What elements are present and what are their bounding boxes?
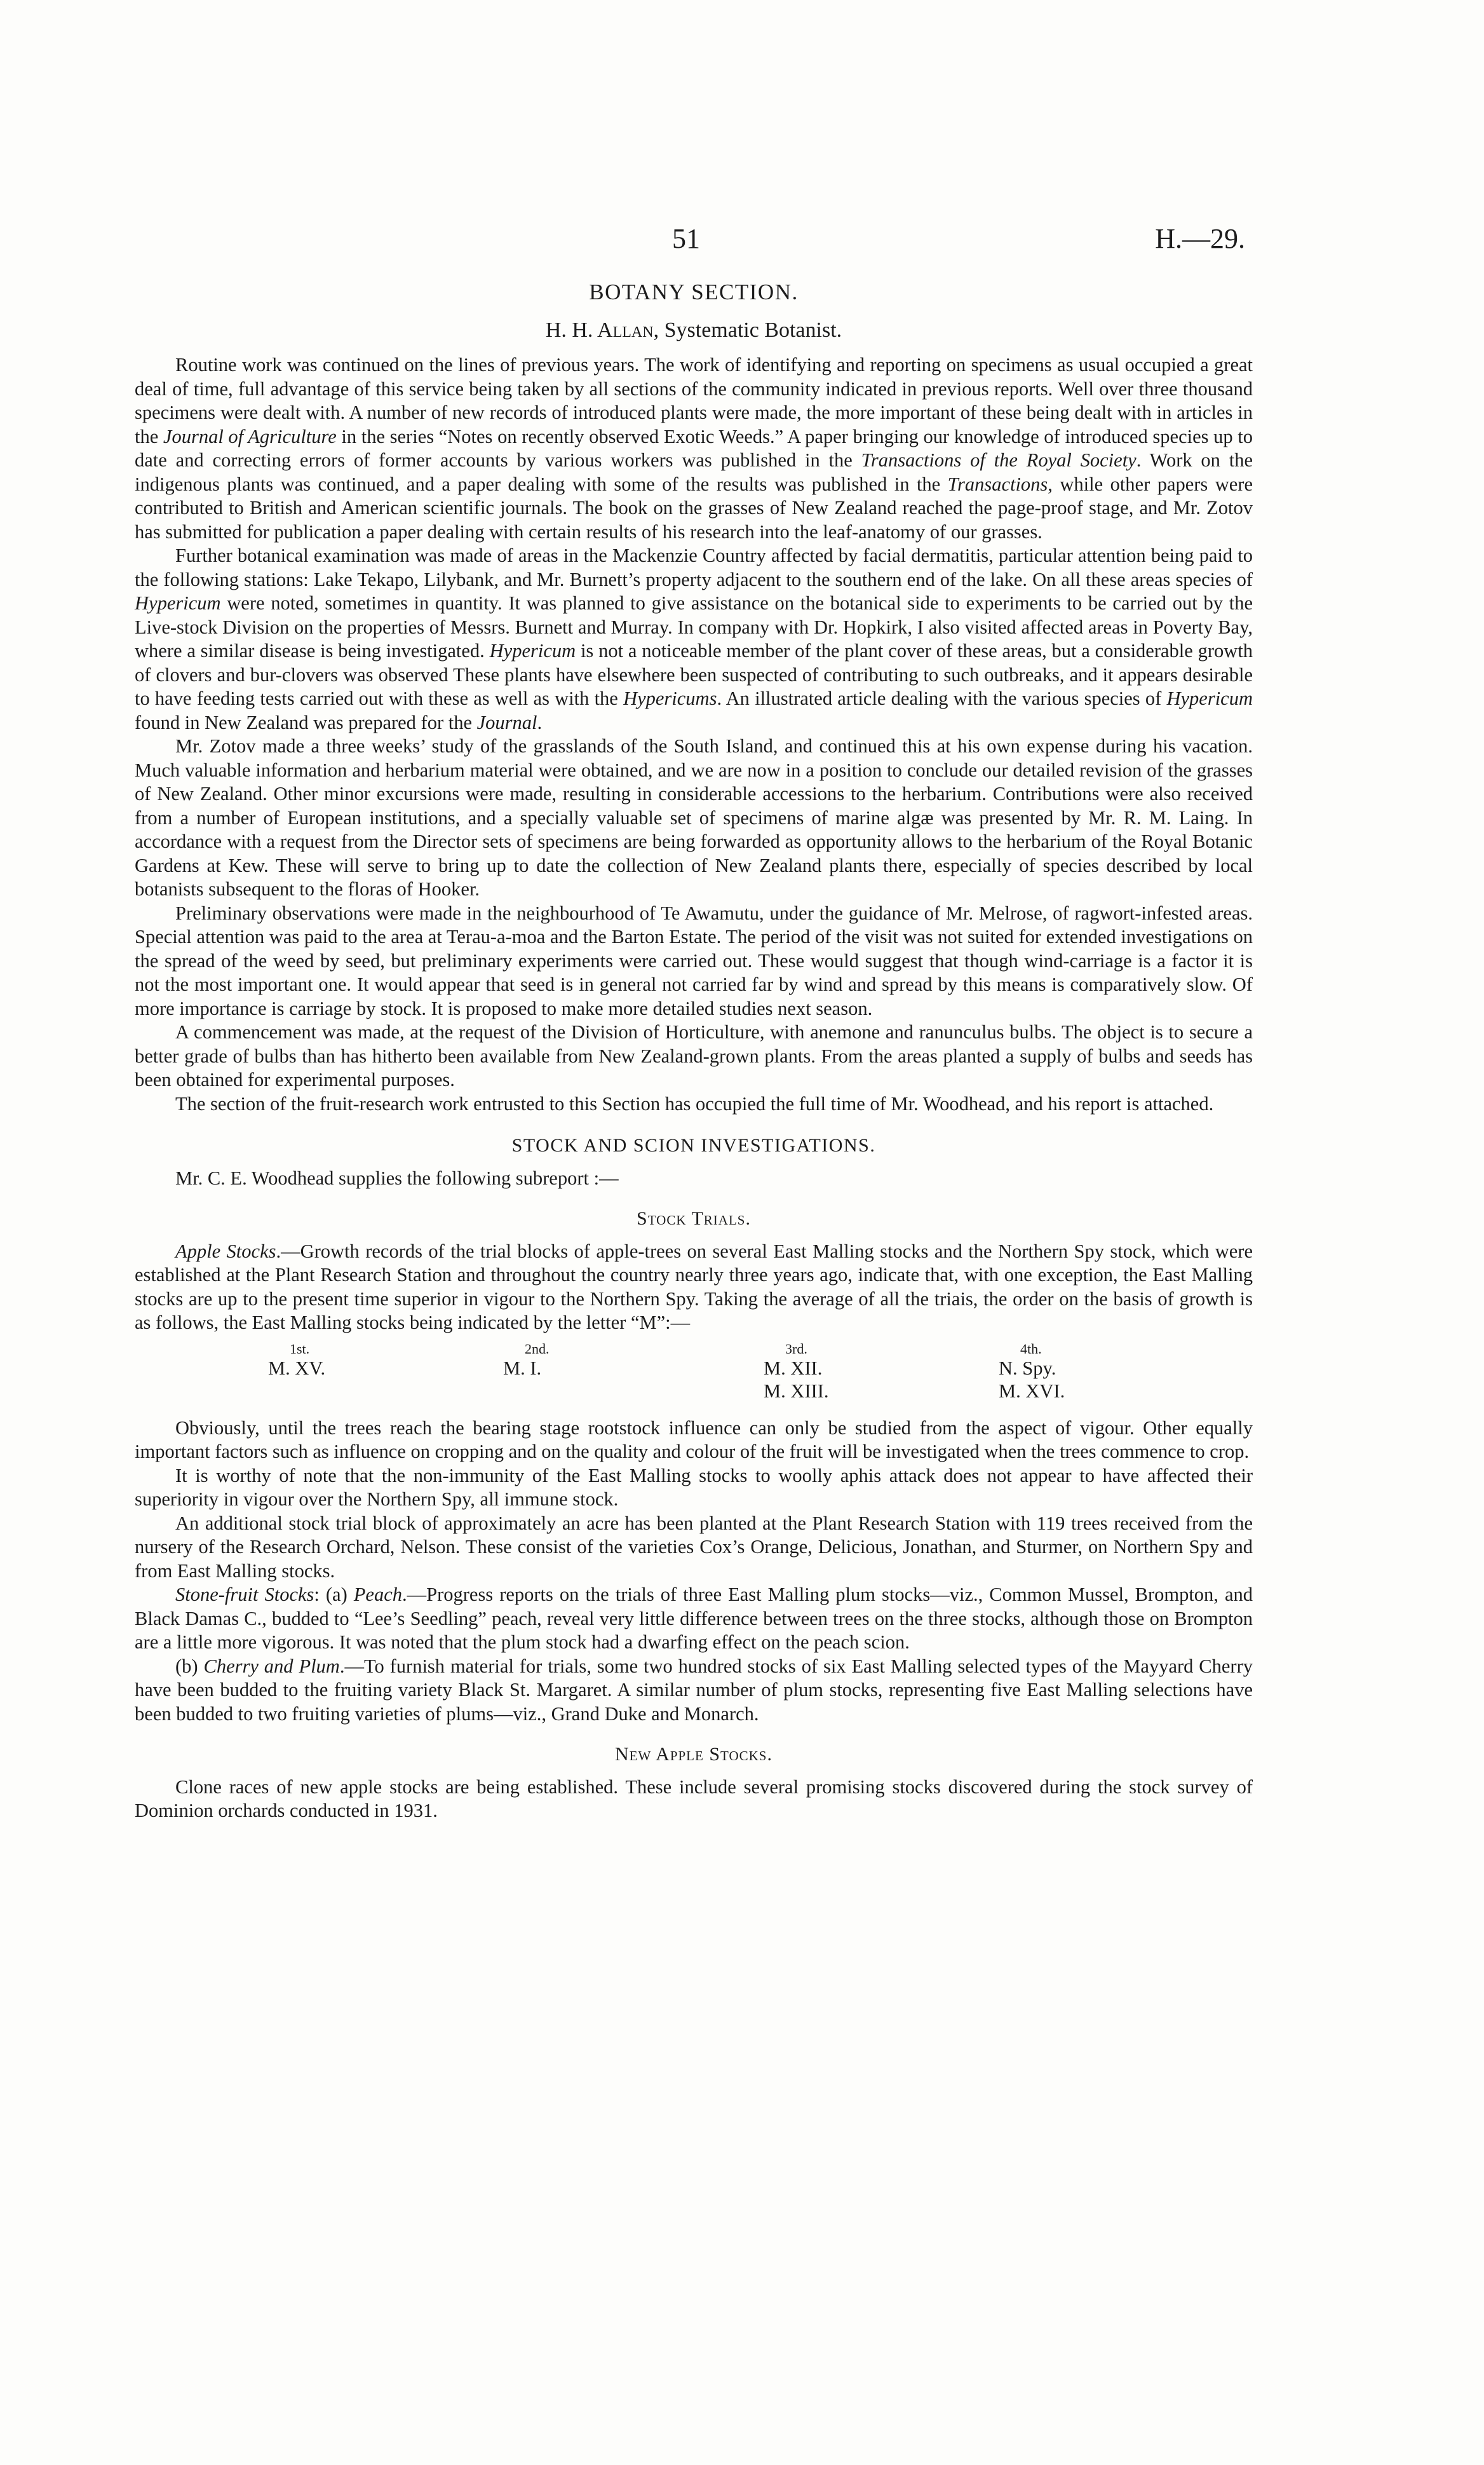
botany-paragraph-3: Mr. Zotov made a three weeks’ study of the grasslands of the South Island, and continued this at his own expense during his vacation. Much valuable information and herbarium material were obtained, and we are now in a position to conclude our detailed revision of the grasses of New Zealand. Other minor excursions were made, resulting in considerable accessions to the herbarium. Contributions were also received from a number of European institutions, and a specially valuable set of specimens of marine algæ was presented by Mr. R. M. Laing. In accordance with a request from the Director sets of specimens are being forwarded as opportunity allows to the herbarium of the Royal Botanic Gardens at Kew. These will serve to bring up to date the collection of New Zealand plants there, especially of species described by local botanists subsequent to the floras of Hooker.	[135, 735, 1253, 900]
growth-order-table	[268, 1341, 1208, 1402]
non-immunity-paragraph: It is worthy of note that the non-immunity of the East Malling stocks to woolly aphis attack does not appear to have affected their superiority in vigour over the Northern Spy, all immune stock.	[135, 1464, 1253, 1510]
author-line	[135, 318, 1253, 343]
additional-block-paragraph: An additional stock trial block of approximately an acre has been planted at the Plant Research Station with 119 trees received from the nursery of the Research Orchard, Nelson. These consist of the varieties Cox’s Orange, Delicious, Jonathan, and Sturmer, on Northern Spy and from East Malling stocks.	[135, 1512, 1253, 1582]
botany-paragraph-1: Routine work was continued on the lines of previous years. The work of identifying and reporting on specimens as usual occupied a great deal of time, full advantage of this service being taken by all sections of the community indicated in previous reports. Well over three thousand specimens were dealt with. A number of new records of introduced plants were made, the more important of these being dealt with in articles in the Journal of Agriculture in the series “Notes on recently observed Exotic Weeds.” A paper bringing our knowledge of introduced species up to date and correcting errors of former accounts by various workers was published in the Transactions of the Royal Society. Work on the indigenous plants was continued, and a paper dealing with some of the results was published in the Transactions, while other papers were contributed to British and American scientific journals. The book on the grasses of New Zealand reached the page-proof stage, and Mr. Zotov has submitted for publication a paper dealing with certain results of his research into the leaf-anatomy of our grasses.	[135, 354, 1253, 543]
page-content	[135, 280, 1253, 1823]
order-stock: N. Spy.	[999, 1357, 1056, 1379]
new-apple-stocks-heading: New Apple Stocks.	[615, 1744, 772, 1765]
order-stock: M. I.	[503, 1357, 542, 1379]
order-stock: M. XII.	[764, 1357, 823, 1379]
botany-paragraph-5: A commencement was made, at the request of the Division of Horticulture, with anemone and ranunculus bulbs. The object is to secure a better grade of bulbs than has hitherto been available from New Zealand-grown plants. From the areas planted a supply of bulbs and seeds has been obtained for experimental purposes.	[135, 1021, 1253, 1090]
document-reference: H.—29.	[1155, 223, 1245, 254]
order-rank: 2nd.	[525, 1340, 550, 1357]
order-rank: 1st.	[290, 1340, 310, 1357]
clone-races-paragraph: Clone races of new apple stocks are being established. These include several promising stocks discovered during the stock survey of Dominion orchards conducted in 1931.	[135, 1776, 1253, 1821]
botany-section-heading: BOTANY SECTION.	[589, 280, 799, 304]
order-stock: M. XV.	[268, 1357, 326, 1379]
order-column-4	[999, 1341, 1208, 1402]
botany-paragraph-6: The section of the fruit-research work entrusted to this Section has occupied the full time of Mr. Woodhead, and his report is attached.	[175, 1092, 1214, 1115]
order-rank: 3rd.	[785, 1340, 807, 1357]
order-rank: 4th.	[1020, 1340, 1042, 1357]
order-column-1	[268, 1341, 503, 1402]
apple-stocks-paragraph: Apple Stocks.—Growth records of the trial blocks of apple-trees on several East Malling stocks and the Northern Spy stock, which were established at the Plant Research Station and throughout the country nearly three years ago, indicate that, with one exception, the East Malling stocks are up to the present time superior in vigour to the Northern Spy. Taking the average of all the triais, the order on the basis of growth is as follows, the East Malling stocks being indicated by the letter “M”:—	[135, 1240, 1253, 1333]
order-column-2	[503, 1341, 764, 1402]
stone-fruit-paragraph: Stone-fruit Stocks: (a) Peach.—Progress reports on the trials of three East Malling plum stocks—viz., Common Mussel, Brompton, and Black Damas C., budded to “Lee’s Seedling” peach, reveal very little difference between trees on the three stocks, although those on Brompton are a little more vigorous. It was noted that the plum stock had a dwarfing effect on the peach scion.	[135, 1584, 1253, 1653]
obviously-paragraph: Obviously, until the trees reach the bearing stage rootstock influence can only be studied from the aspect of vigour. Other equally important factors such as influence on cropping and on the quality and colour of the fruit will be investigated when the trees commence to crop.	[135, 1416, 1253, 1462]
botany-paragraph-4: Preliminary observations were made in the neighbourhood of Te Awamutu, under the guidance of Mr. Melrose, of ragwort-infested areas. Special attention was paid to the area at Terau-a-moa and the Barton Estate. The period of the visit was not suited for extended investigations on the spread of the weed by seed, but preliminary experiments were carried out. These would suggest that though wind-carriage is a factor it is not the most important one. It would appear that seed is in general not carried far by wind and spread by this means is comparatively slow. Of more importance is carriage by stock. It is proposed to make more detailed studies next season.	[135, 902, 1253, 1019]
botany-paragraph-2: Further botanical examination was made of areas in the Mackenzie Country affected by facial dermatitis, particular attention being paid to the following stations: Lake Tekapo, Lilybank, and Mr. Burnett’s property adjacent to the southern end of the lake. On all these areas species of Hypericum were noted, sometimes in quantity. It was planned to give assistance on the botanical side to experiments to be carried out by the Live-stock Division on the properties of Messrs. Burnett and Murray. In company with Dr. Hopkirk, I also visited affected areas in Poverty Bay, where a similar disease is being investigated. Hypericum is not a noticeable member of the plant cover of these areas, but a considerable growth of clovers and bur-clovers was observed These plants have elsewhere been suspected of contributing to such outbreaks, and it appears desirable to have feeding tests carried out with these as well as with the Hypericums. An illustrated article dealing with the various species of Hypericum found in New Zealand was prepared for the Journal.	[135, 545, 1253, 733]
cherry-plum-paragraph: (b) Cherry and Plum.—To furnish material for trials, some two hundred stocks of six East Malling selected types of the Mayyard Cherry have been budded to the fruiting variety Black St. Margaret. A similar number of plum stocks, representing five East Malling selections have been budded to two fruiting varieties of plums—viz., Grand Duke and Monarch.	[135, 1655, 1253, 1725]
stock-trials-heading: Stock Trials.	[637, 1208, 751, 1229]
author-name: H. H. Allan	[545, 318, 654, 342]
subreport-intro: Mr. C. E. Woodhead supplies the following subreport :—	[175, 1167, 619, 1189]
stock-scion-heading: STOCK AND SCION INVESTIGATIONS.	[511, 1135, 876, 1156]
order-stock: M. XIII.	[764, 1380, 829, 1402]
author-role: , Systematic Botanist.	[653, 318, 842, 342]
order-stock: M. XVI.	[999, 1380, 1065, 1402]
order-column-3	[764, 1341, 999, 1402]
page-number: 51	[672, 223, 700, 254]
